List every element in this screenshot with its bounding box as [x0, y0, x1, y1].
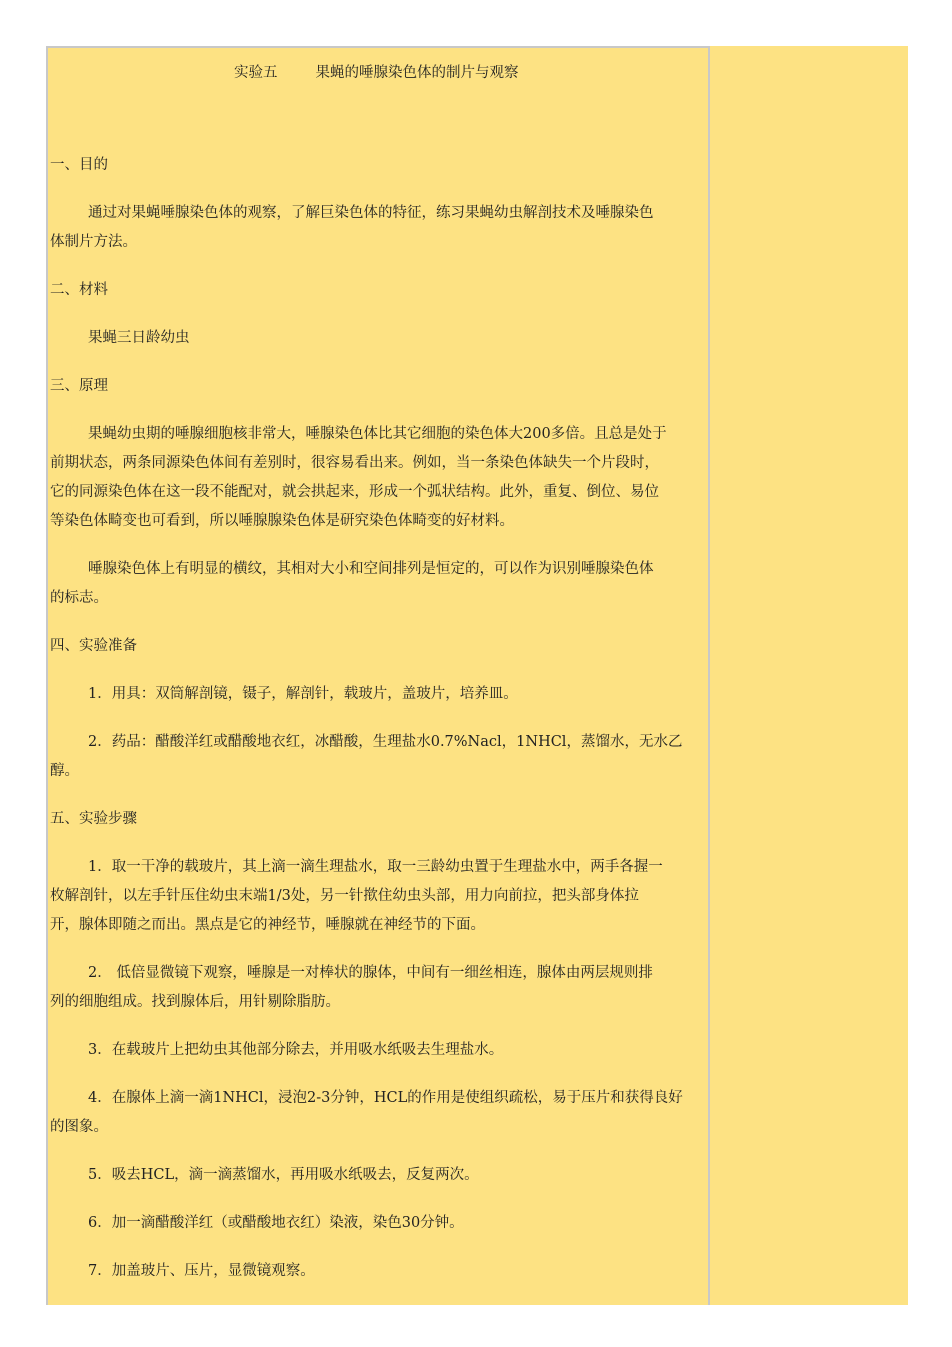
paragraph-line: 的图象。 [50, 1119, 108, 1135]
section-heading-steps: 五、实验步骤 [50, 811, 137, 827]
paragraph-line: 4．在腺体上滴一滴1NHCl，浸泡2-3分钟，HCL的作用是使组织疏松，易于压片和获得良好 [88, 1090, 683, 1106]
paragraph-line: 通过对果蝇唾腺染色体的观察，了解巨染色体的特征，练习果蝇幼虫解剖技术及唾腺染色 [88, 205, 654, 221]
section-heading-purpose: 一、目的 [50, 157, 108, 173]
paragraph-line: 枚解剖针，以左手针压住幼虫末端1/3处，另一针揿住幼虫头部，用力向前拉，把头部身体拉 [50, 888, 639, 904]
paragraph-line: 1．用具：双筒解剖镜，镊子，解剖针，载玻片，盖玻片，培养皿。 [88, 686, 518, 702]
paragraph-line: 6．加一滴醋酸洋红（或醋酸地衣红）染液，染色30分钟。 [88, 1215, 464, 1231]
paragraph-line: 的标志。 [50, 590, 108, 606]
paragraph-line: 它的同源染色体在这一段不能配对，就会拱起来，形成一个弧状结构。此外，重复、倒位、易位 [50, 484, 659, 500]
side-cell [712, 46, 908, 1305]
paragraph-line: 果蝇三日龄幼虫 [88, 330, 190, 346]
paragraph-line: 3．在载玻片上把幼虫其他部分除去，并用吸水纸吸去生理盐水。 [88, 1042, 504, 1058]
paragraph-line: 2． 低倍显微镜下观察，唾腺是一对棒状的腺体，中间有一细丝相连，腺体由两层规则排 [88, 965, 653, 981]
paragraph-line: 唾腺染色体上有明显的横纹，其相对大小和空间排列是恒定的，可以作为识别唾腺染色体 [88, 561, 654, 577]
paragraph-line: 醇。 [50, 763, 79, 779]
paragraph-line: 体制片方法。 [50, 234, 137, 250]
document-title [234, 64, 519, 82]
paragraph-line: 列的细胞组成。找到腺体后，用针剔除脂肪。 [50, 994, 340, 1010]
paragraph-line: 开，腺体即随之而出。黑点是它的神经节，唾腺就在神经节的下面。 [50, 917, 485, 933]
section-heading-preparation: 四、实验准备 [50, 638, 137, 654]
section-heading-principle: 三、原理 [50, 378, 108, 394]
title-text: 果蝇的唾腺染色体的制片与观察 [315, 65, 519, 81]
paragraph-line: 前期状态，两条同源染色体间有差别时，很容易看出来。例如，当一条染色体缺失一个片段时， [50, 455, 659, 471]
paragraph-line: 2．药品：醋酸洋红或醋酸地衣红，冰醋酸，生理盐水0.7%Nacl，1NHCl，蒸馏水，无水乙 [88, 734, 683, 750]
paragraph-line: 7．加盖玻片、压片，显微镜观察。 [88, 1263, 315, 1279]
section-heading-materials: 二、材料 [50, 282, 108, 298]
paragraph-line: 等染色体畸变也可看到，所以唾腺腺染色体是研究染色体畸变的好材料。 [50, 513, 514, 529]
paragraph-line: 果蝇幼虫期的唾腺细胞核非常大，唾腺染色体比其它细胞的染色体大200多倍。且总是处于 [88, 426, 667, 442]
content-cell [46, 46, 710, 1305]
paragraph-line: 1．取一干净的载玻片，其上滴一滴生理盐水，取一三龄幼虫置于生理盐水中，两手各握一 [88, 859, 663, 875]
title-number: 实验五 [234, 65, 278, 81]
paragraph-line: 5．吸去HCL，滴一滴蒸馏水，再用吸水纸吸去，反复两次。 [88, 1167, 479, 1183]
